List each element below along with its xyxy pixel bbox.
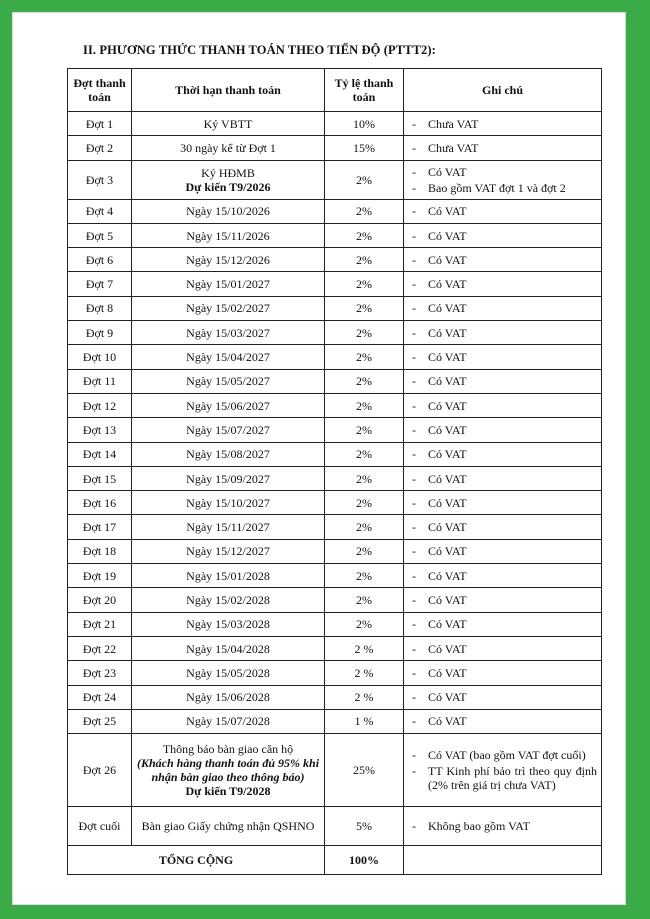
note-cell	[404, 272, 602, 296]
table-body	[68, 112, 602, 875]
term-cell: Bàn giao Giấy chứng nhận QSHNO	[132, 807, 325, 846]
note-text: Có VAT	[428, 617, 467, 632]
rate-cell: 2%	[325, 418, 404, 442]
stage-cell: Đợt 3	[68, 160, 132, 199]
term-cell: Ngày 15/02/2027	[132, 296, 325, 320]
term-cell: Ngày 15/07/2028	[132, 709, 325, 733]
note-cell	[404, 734, 602, 807]
table-row	[68, 223, 602, 247]
note-dash: -	[412, 617, 416, 632]
rate-cell: 2%	[325, 369, 404, 393]
stage-cell: Đợt 24	[68, 685, 132, 709]
table-row	[68, 539, 602, 563]
term-expected: Dự kiến T9/2028	[185, 784, 271, 799]
document-page	[12, 12, 626, 905]
payment-schedule-table	[67, 68, 602, 875]
stage-cell: Đợt 26	[68, 734, 132, 807]
term-cell: Ngày 15/12/2027	[132, 539, 325, 563]
note-cell	[404, 709, 602, 733]
stage-cell: Đợt 10	[68, 345, 132, 369]
header-stage: Đợt thanh toán	[68, 69, 132, 112]
term-cell: Ngày 15/06/2027	[132, 393, 325, 417]
rate-cell: 2%	[325, 564, 404, 588]
note-dash: -	[412, 301, 416, 316]
note-text: Có VAT	[428, 690, 467, 705]
table-row	[68, 685, 602, 709]
note-cell	[404, 248, 602, 272]
rate-cell: 2%	[325, 345, 404, 369]
term-cell: Ngày 15/05/2027	[132, 369, 325, 393]
table-row-final-stage	[68, 807, 602, 846]
table-row	[68, 636, 602, 660]
total-note-empty	[404, 846, 602, 875]
stage-cell: Đợt 2	[68, 136, 132, 160]
note-dash: -	[412, 665, 416, 680]
rate-cell: 2%	[325, 539, 404, 563]
note-text: Có VAT	[428, 471, 467, 486]
note-dash: -	[412, 116, 416, 131]
note-dash: -	[412, 495, 416, 510]
note-cell	[404, 345, 602, 369]
note-cell	[404, 685, 602, 709]
rate-cell: 2%	[325, 466, 404, 490]
note-cell	[404, 588, 602, 612]
note-dash: -	[412, 568, 416, 583]
stage-cell: Đợt 18	[68, 539, 132, 563]
rate-cell: 2%	[325, 442, 404, 466]
stage-cell: Đợt 8	[68, 296, 132, 320]
note-cell	[404, 661, 602, 685]
note-dash: -	[412, 277, 416, 292]
table-row	[68, 612, 602, 636]
stage-cell: Đợt 14	[68, 442, 132, 466]
note-cell	[404, 112, 602, 136]
note-dash: -	[412, 764, 416, 779]
note-text: Có VAT	[428, 204, 467, 219]
term-expected: Dự kiến T9/2026	[185, 179, 271, 194]
note-text: Có VAT	[428, 422, 467, 437]
term-cell: Ngày 15/11/2027	[132, 515, 325, 539]
note-dash: -	[412, 714, 416, 729]
term-cell: Ngày 15/10/2026	[132, 199, 325, 223]
note-cell	[404, 807, 602, 846]
note-cell	[404, 636, 602, 660]
rate-cell: 2%	[325, 393, 404, 417]
note-text: Có VAT	[428, 164, 467, 179]
note-dash: -	[412, 228, 416, 243]
note-cell	[404, 199, 602, 223]
note-dash: -	[412, 180, 416, 195]
term-cell: Ngày 15/01/2028	[132, 564, 325, 588]
note-text: Có VAT	[428, 714, 467, 729]
note-cell	[404, 491, 602, 515]
term-cell: Ngày 15/03/2027	[132, 321, 325, 345]
header-note: Ghi chú	[404, 69, 602, 112]
note-text: Không bao gồm VAT	[428, 819, 530, 834]
table-row	[68, 296, 602, 320]
table-row	[68, 491, 602, 515]
note-text: Có VAT	[428, 447, 467, 462]
rate-cell: 2%	[325, 491, 404, 515]
stage-cell: Đợt 12	[68, 393, 132, 417]
table-row-total	[68, 846, 602, 875]
stage-cell: Đợt 19	[68, 564, 132, 588]
note-cell	[404, 515, 602, 539]
rate-cell: 2 %	[325, 661, 404, 685]
rate-cell: 2%	[325, 612, 404, 636]
term-cell: Ký VBTT	[132, 112, 325, 136]
stage-cell: Đợt 16	[68, 491, 132, 515]
note-cell	[404, 369, 602, 393]
rate-cell: 2 %	[325, 685, 404, 709]
term-cell: Ngày 15/11/2026	[132, 223, 325, 247]
rate-cell: 2%	[325, 272, 404, 296]
stage-cell: Đợt 13	[68, 418, 132, 442]
rate-cell: 5%	[325, 807, 404, 846]
stage-cell: Đợt 7	[68, 272, 132, 296]
stage-cell: Đợt 17	[68, 515, 132, 539]
note-text: Bao gồm VAT đợt 1 và đợt 2	[428, 180, 566, 195]
table-row	[68, 345, 602, 369]
note-dash: -	[412, 447, 416, 462]
rate-cell: 2%	[325, 199, 404, 223]
rate-cell: 2%	[325, 515, 404, 539]
stage-cell: Đợt 9	[68, 321, 132, 345]
rate-cell: 2%	[325, 588, 404, 612]
table-row	[68, 661, 602, 685]
note-text: Có VAT	[428, 277, 467, 292]
term-cell: Ngày 15/06/2028	[132, 685, 325, 709]
note-cell	[404, 442, 602, 466]
stage-cell: Đợt 6	[68, 248, 132, 272]
rate-cell: 2%	[325, 296, 404, 320]
note-dash: -	[412, 471, 416, 486]
term-cell: Ngày 15/04/2028	[132, 636, 325, 660]
note-text: Có VAT	[428, 398, 467, 413]
term-cell: 30 ngày kể từ Đợt 1	[132, 136, 325, 160]
rate-cell: 15%	[325, 136, 404, 160]
note-text: Có VAT	[428, 568, 467, 583]
note-text: Có VAT	[428, 325, 467, 340]
note-dash: -	[412, 398, 416, 413]
term-cell: Ngày 15/09/2027	[132, 466, 325, 490]
note-text: Có VAT	[428, 350, 467, 365]
term-cell: Ngày 15/03/2028	[132, 612, 325, 636]
note-cell	[404, 160, 602, 199]
note-text: Có VAT	[428, 544, 467, 559]
note-cell	[404, 564, 602, 588]
note-cell	[404, 539, 602, 563]
note-dash: -	[412, 325, 416, 340]
term-italic: (Khách hàng thanh toán đủ 95% khi nhận bàn giao theo thông báo)	[136, 756, 320, 785]
rate-cell: 2%	[325, 160, 404, 199]
note-cell	[404, 418, 602, 442]
note-cell	[404, 393, 602, 417]
header-term: Thời hạn thanh toán	[132, 69, 325, 112]
note-cell	[404, 296, 602, 320]
note-dash: -	[412, 140, 416, 155]
note-text: Có VAT	[428, 520, 467, 535]
note-cell	[404, 136, 602, 160]
note-cell	[404, 223, 602, 247]
note-text: Có VAT	[428, 301, 467, 316]
term-cell	[132, 734, 325, 807]
note-dash: -	[412, 544, 416, 559]
term-cell: Ngày 15/02/2028	[132, 588, 325, 612]
stage-cell: Đợt 1	[68, 112, 132, 136]
stage-cell: Đợt 23	[68, 661, 132, 685]
note-text: Có VAT	[428, 495, 467, 510]
term-cell: Ngày 15/05/2028	[132, 661, 325, 685]
total-value: 100%	[325, 846, 404, 875]
note-cell	[404, 466, 602, 490]
header-rate: Tỷ lệ thanh toán	[325, 69, 404, 112]
note-cell	[404, 612, 602, 636]
note-dash: -	[412, 520, 416, 535]
rate-cell: 10%	[325, 112, 404, 136]
table-row	[68, 272, 602, 296]
term-cell: Ngày 15/10/2027	[132, 491, 325, 515]
table-row	[68, 199, 602, 223]
stage-cell: Đợt 11	[68, 369, 132, 393]
stage-cell: Đợt 5	[68, 223, 132, 247]
note-text: Chưa VAT	[428, 140, 479, 155]
note-dash: -	[412, 422, 416, 437]
term-cell: Ngày 15/04/2027	[132, 345, 325, 369]
note-text: Có VAT	[428, 252, 467, 267]
note-dash: -	[412, 748, 416, 763]
stage-cell: Đợt 15	[68, 466, 132, 490]
table-row	[68, 248, 602, 272]
term-cell: Ngày 15/07/2027	[132, 418, 325, 442]
table-row-stage-3	[68, 160, 602, 199]
table-row	[68, 515, 602, 539]
rate-cell: 25%	[325, 734, 404, 807]
rate-cell: 1 %	[325, 709, 404, 733]
stage-cell: Đợt cuối	[68, 807, 132, 846]
note-dash: -	[412, 690, 416, 705]
note-text: Có VAT	[428, 228, 467, 243]
table-row	[68, 321, 602, 345]
table-row	[68, 418, 602, 442]
total-label: TỔNG CỘNG	[68, 846, 325, 875]
note-dash: -	[412, 252, 416, 267]
note-cell	[404, 321, 602, 345]
term-cell	[132, 160, 325, 199]
stage-cell: Đợt 20	[68, 588, 132, 612]
table-row	[68, 709, 602, 733]
term-line: Ký HĐMB	[201, 165, 255, 180]
term-line: Thông báo bàn giao căn hộ	[162, 742, 294, 757]
note-dash: -	[412, 592, 416, 607]
rate-cell: 2%	[325, 321, 404, 345]
table-row	[68, 369, 602, 393]
table-row-stage-26	[68, 734, 602, 807]
table-header-row	[68, 69, 602, 112]
rate-cell: 2%	[325, 223, 404, 247]
table-row	[68, 393, 602, 417]
table-row	[68, 588, 602, 612]
table-row	[68, 442, 602, 466]
note-text: Có VAT (bao gồm VAT đợt cuối)	[428, 748, 586, 763]
rate-cell: 2 %	[325, 636, 404, 660]
term-cell: Ngày 15/08/2027	[132, 442, 325, 466]
stage-cell: Đợt 4	[68, 199, 132, 223]
table-row	[68, 564, 602, 588]
note-dash: -	[412, 204, 416, 219]
note-text: Có VAT	[428, 592, 467, 607]
note-dash: -	[412, 641, 416, 656]
note-dash: -	[412, 819, 416, 834]
note-text: TT Kinh phí bảo trì theo quy định (2% trên giá trị chưa VAT)	[428, 764, 597, 793]
term-cell: Ngày 15/12/2026	[132, 248, 325, 272]
stage-cell: Đợt 22	[68, 636, 132, 660]
rate-cell: 2%	[325, 248, 404, 272]
table-row	[68, 112, 602, 136]
note-text: Có VAT	[428, 641, 467, 656]
note-text: Có VAT	[428, 665, 467, 680]
note-dash: -	[412, 374, 416, 389]
term-cell: Ngày 15/01/2027	[132, 272, 325, 296]
stage-cell: Đợt 21	[68, 612, 132, 636]
table-row	[68, 136, 602, 160]
note-text: Có VAT	[428, 374, 467, 389]
note-dash: -	[412, 350, 416, 365]
stage-cell: Đợt 25	[68, 709, 132, 733]
section-heading: II. PHƯƠNG THỨC THANH TOÁN THEO TIẾN ĐỘ (PTTT2):	[83, 43, 436, 57]
note-dash: -	[412, 164, 416, 179]
note-text: Chưa VAT	[428, 116, 479, 131]
table-row	[68, 466, 602, 490]
